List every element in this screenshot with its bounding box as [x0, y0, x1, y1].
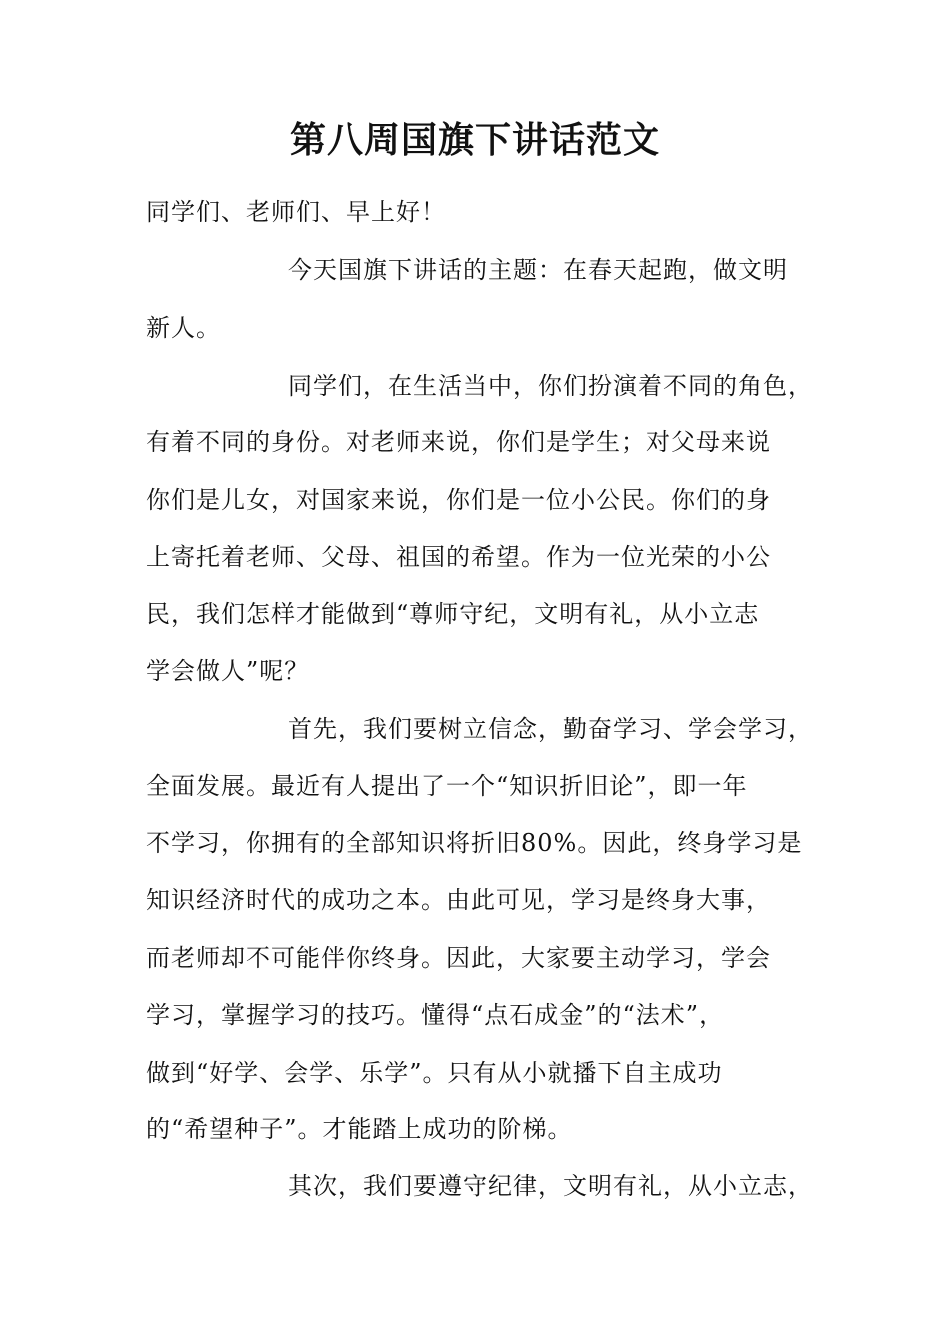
- paragraph-line: 今天国旗下讲话的主题：在春天起跑，做文明: [288, 256, 788, 284]
- paragraph-line: 同学们，在生活当中，你们扮演着不同的角色，: [288, 372, 813, 400]
- paragraph-line: 做到“好学、会学、乐学”。只有从小就播下自主成功: [146, 1059, 723, 1087]
- paragraph-line: 有着不同的身份。对老师来说，你们是学生；对父母来说: [146, 428, 771, 456]
- paragraph-line: 其次，我们要遵守纪律，文明有礼，从小立志，: [288, 1172, 813, 1200]
- paragraph-line: 你们是儿女，对国家来说，你们是一位小公民。你们的身: [146, 486, 771, 514]
- paragraph-line: 民，我们怎样才能做到“尊师守纪，文明有礼，从小立志: [146, 600, 760, 628]
- paragraph-line: 新人。: [146, 314, 221, 342]
- paragraph-line: 首先，我们要树立信念，勤奋学习、学会学习，: [288, 715, 813, 743]
- paragraph-line: 的“希望种子”。才能踏上成功的阶梯。: [146, 1115, 573, 1143]
- paragraph-line: 学习，掌握学习的技巧。懂得“点石成金”的“法术”，: [146, 1001, 725, 1029]
- paragraph-line: 知识经济时代的成功之本。由此可见，学习是终身大事，: [146, 886, 771, 914]
- paragraph-line: 不学习，你拥有的全部知识将折旧80%。因此，终身学习是: [146, 829, 803, 857]
- paragraph-line: 全面发展。最近有人提出了一个“知识折旧论”，即一年: [146, 772, 748, 800]
- paragraph-line: 上寄托着老师、父母、祖国的希望。作为一位光荣的小公: [146, 543, 771, 571]
- document-title: 第八周国旗下讲话范文: [289, 120, 660, 161]
- paragraph-line: 学会做人”呢？: [146, 657, 310, 685]
- greeting-line: 同学们、老师们、早上好！: [146, 198, 446, 226]
- paragraph-line: 而老师却不可能伴你终身。因此，大家要主动学习，学会: [146, 944, 771, 972]
